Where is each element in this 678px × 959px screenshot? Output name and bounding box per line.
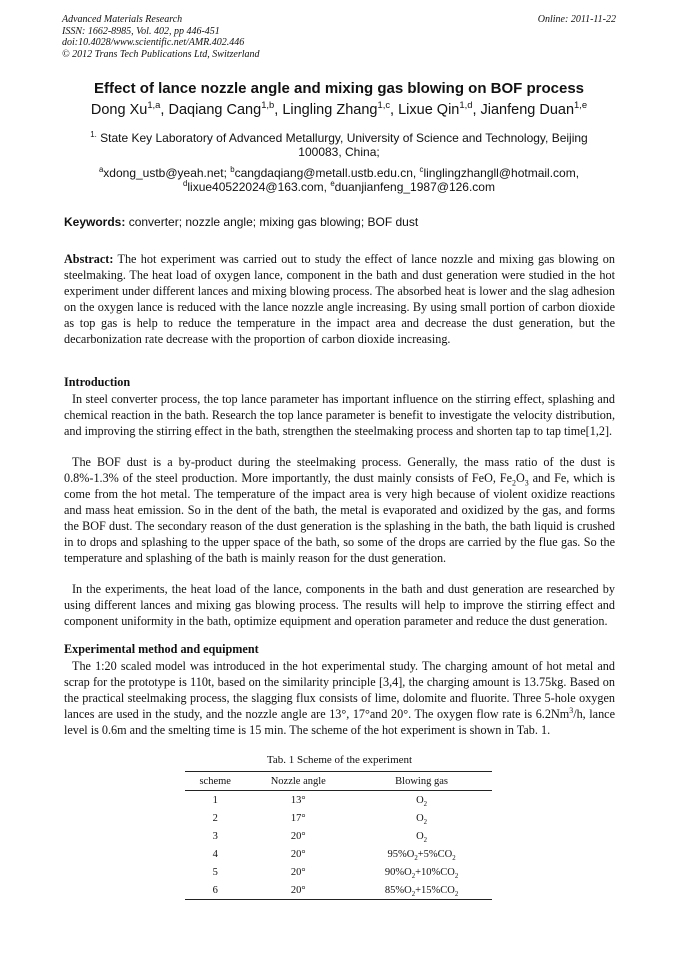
table-header-nozzle-angle: Nozzle angle	[245, 772, 351, 791]
cell-nozzle-angle: 13°	[290, 794, 306, 806]
author: Lixue Qin$^{1,d}$	[398, 99, 473, 118]
author-list: Dong Xu$^{1,a}$, Daqiang Cang$^{1,b}$, Lingling Zhang$^{1,c}$, Lixue Qin$^{1,d}$, Jianfeng Duan$^{1,e}$	[90, 99, 588, 118]
author: Lingling Zhang$^{1,c}$	[282, 99, 391, 118]
paragraph: In steel converter process, the top lance parameter has important influence on the stirring effect, splashing and chemical reaction in the bath. Research the top lance parameter is benefit to investigate the velocity distribution, and improving the stirring effect in the bath, strengthen the steelmaking process and shorten tap to tap time[1,2].	[64, 392, 615, 438]
online-date: Online: 2011-11-22	[537, 14, 616, 25]
paragraph: In the experiments, the heat load of the lance, components in the bath and dust generation are researched by using different lances and mixing gas blowing process. The results will help to improve the stirring effect and component uniformity in the bath, optimize equipment and operation parameter and reduce the dust generation.	[64, 582, 615, 628]
cell-blowing-gas: $O_2$	[416, 812, 428, 826]
cell-scheme: 3	[212, 830, 218, 842]
keywords: Keywords: converter; nozzle angle; mixing gas blowing; BOF dust	[64, 215, 419, 229]
journal-header	[62, 14, 260, 60]
cell-scheme: 2	[212, 812, 218, 824]
section-heading-experimental: Experimental method and equipment	[64, 642, 259, 656]
doi-line: doi:10.4028/www.scientific.net/AMR.402.446	[62, 37, 245, 48]
cell-nozzle-angle: 20°	[245, 881, 351, 900]
cell-scheme: 6	[185, 881, 245, 900]
cell-scheme: 1	[212, 794, 218, 806]
author: Dong Xu$^{1,a}$	[90, 99, 161, 118]
affiliation: $^{1.}$ State Key Laboratory of Advanced Metallurgy, University of Science and Technology, Beijing 100083, China;	[90, 130, 588, 159]
experiment-table	[185, 771, 492, 900]
abstract: Abstract: The hot experiment was carried out to study the effect of lance nozzle and mixing gas blowing on steelmaking. The heat load of oxygen lance, component in the bath and dust generation were studied in the hot experiment under different lances and mixing blowing process. The absorbed heat is lower and the slag adhesion on the oxygen lance is reduced with the lance nozzle angle increasing. By using small portion of carbon dioxide as top gas is help to reduce the temperature in the impact area and decrease the dust generation, but the decarbonization rate decrease with the proportion of carbon dioxide increasing.	[64, 252, 615, 346]
author-emails: $^a$xdong_ustb@yeah.net; $^b$cangdaqiang@metall.ustb.edu.cn, $^c$linglingzhangll@hotmail.com, $^d$lixue40522024@163.com, $^e$duanjianfeng_1987@126.com	[98, 165, 580, 194]
table-header-scheme: scheme	[185, 772, 245, 791]
cell-nozzle-angle: 17°	[290, 812, 306, 824]
cell-blowing-gas: $O_2$	[416, 830, 428, 844]
author: Jianfeng Duan$^{1,e}$	[480, 99, 588, 118]
table-row	[185, 845, 492, 863]
cell-blowing-gas: $O_2$	[416, 794, 428, 808]
journal-name: Advanced Materials Research	[62, 14, 183, 25]
table-row	[185, 827, 492, 845]
paragraph: The 1:20 scaled model was introduced in the hot experimental study. The charging amount of hot metal and scrap for the prototype is 110t, based on the similarity principle [3,4], the charging amount is 13.75kg. Based on the practical steelmaking process, the slagging flux consists of lime, dolomite and fluorite. Three 5-hole oxygen lances are used in the study, and the nozzle angle are 13°, 17°and 20°. The oxygen flow rate is 6.2Nm$^3$/h, lance level is 0.6m and the smelting time is 15 min. The scheme of the hot experiment is shown in Tab. 1.	[64, 659, 615, 737]
author: Daqiang Cang$^{1,b}$	[168, 99, 275, 118]
copyright-line: © 2012 Trans Tech Publications Ltd, Switzerland	[62, 48, 260, 60]
table-row	[185, 809, 492, 827]
paper-title: Effect of lance nozzle angle and mixing gas blowing on BOF process	[93, 80, 585, 97]
cell-blowing-gas: $85\%O_2+15\%CO_2$	[351, 881, 492, 900]
cell-nozzle-angle: 20°	[290, 866, 306, 878]
table-caption: Tab. 1 Scheme of the experiment	[266, 754, 413, 766]
table-header-blowing-gas: Blowing gas	[351, 772, 492, 791]
cell-scheme: 4	[212, 848, 218, 860]
table-row	[185, 791, 492, 810]
cell-blowing-gas: $95\%O_2+5\%CO_2$	[387, 848, 456, 862]
section-heading-introduction: Introduction	[64, 375, 131, 389]
table-row	[185, 863, 492, 881]
paragraph: The BOF dust is a by-product during the steelmaking process. Generally, the mass ratio of the dust is 0.8%-1.3% of the steel production. More importantly, the dust mainly consists of FeO, $Fe_2O_3$ and Fe, which is come from the hot metal. The temperature of the impact area is very high because of violent oxidize reactions and mass heat emission. So in the dent of the bath, the metal is evaporated and oxidized by the gas, and forms the BOF dust. The secondary reason of the dust generation is the splashing in the bath, the bath liquid is crushed in to drops and splashing to the upper space of the bath, so some of the drops are carried by the flue gas. So the temperature and splashing of the bath is mainly reason for the dust generation.	[64, 455, 615, 565]
cell-blowing-gas: $90\%O_2+10\%CO_2$	[384, 866, 459, 880]
cell-nozzle-angle: 20°	[290, 848, 306, 860]
cell-scheme: 5	[212, 866, 218, 878]
cell-nozzle-angle: 20°	[290, 830, 306, 842]
issn-line: ISSN: 1662-8985, Vol. 402, pp 446-451	[62, 25, 220, 37]
table-row	[185, 881, 492, 900]
